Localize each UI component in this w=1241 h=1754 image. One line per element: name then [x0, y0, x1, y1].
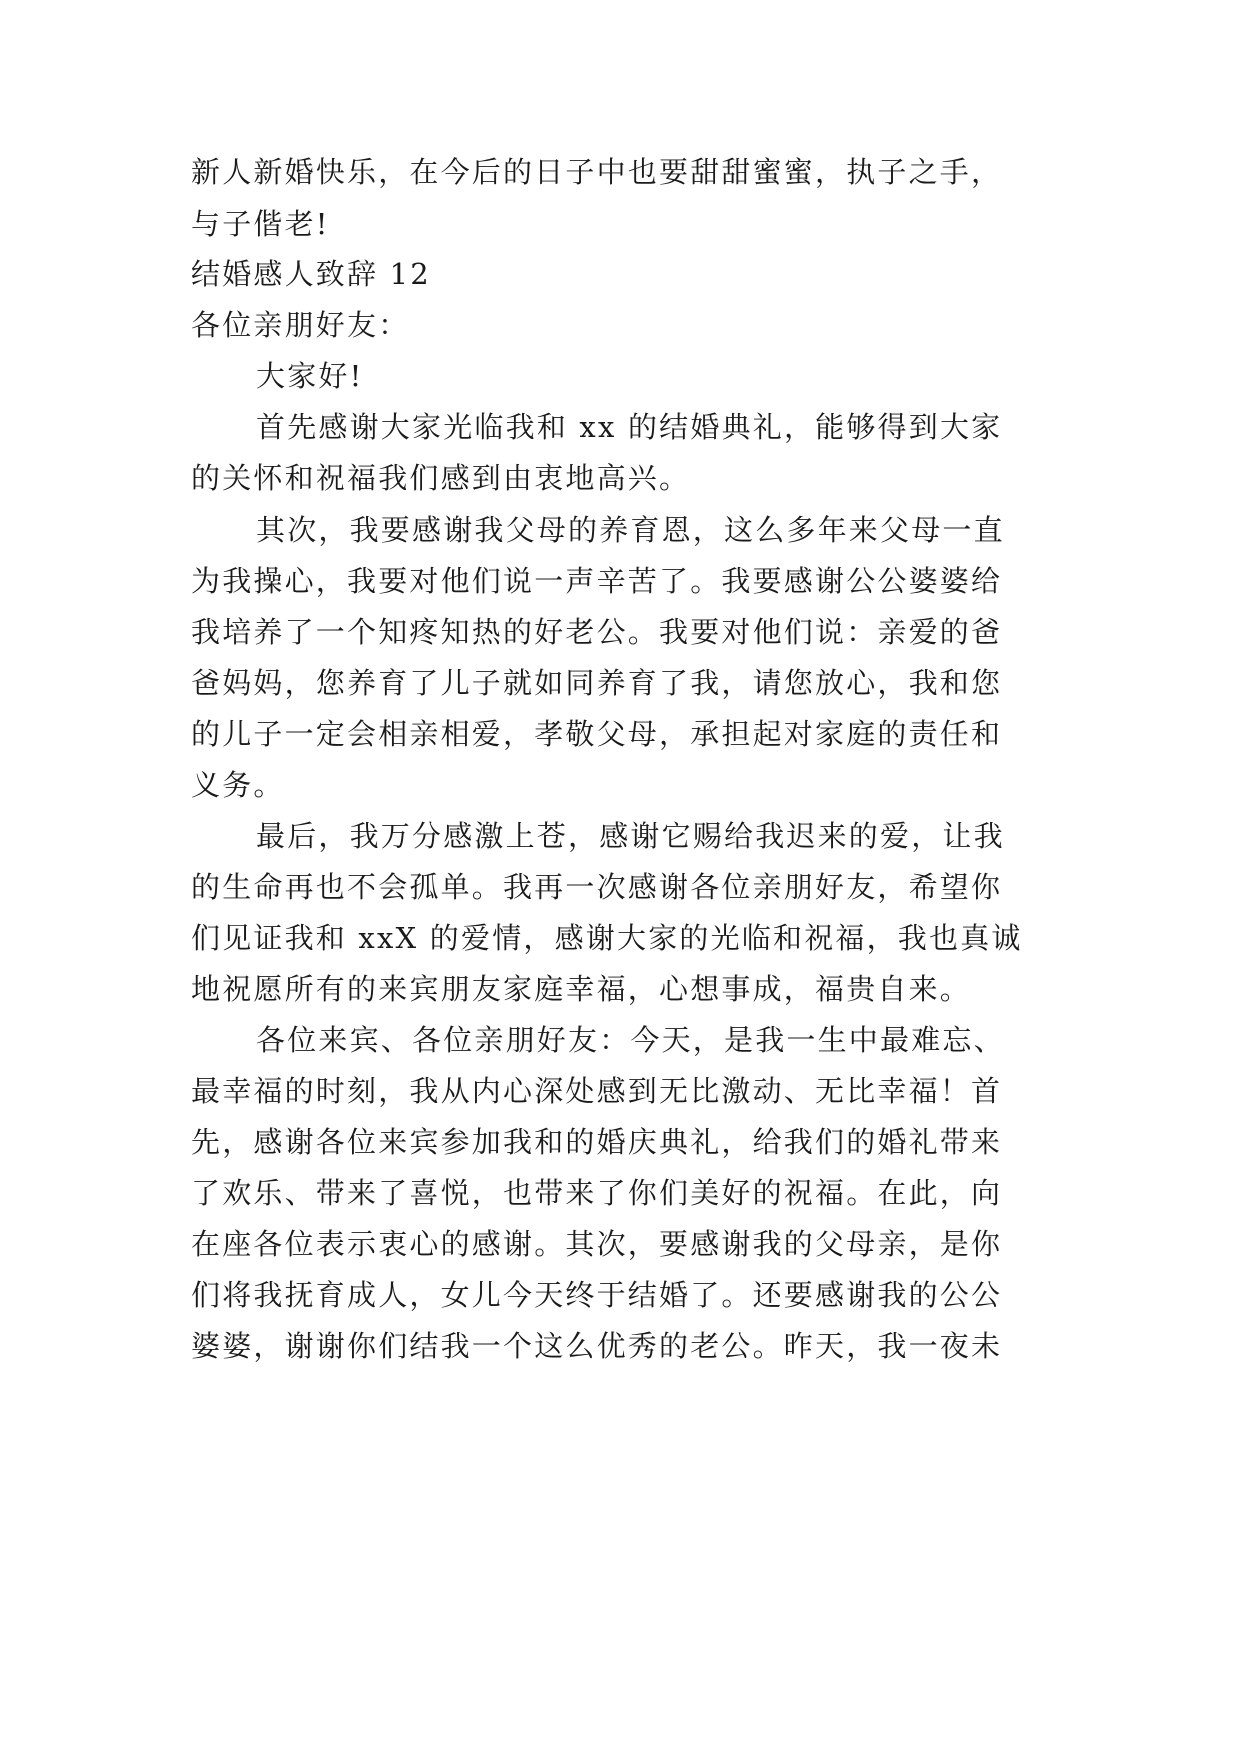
text-line: 婆婆，谢谢你们结我一个这么优秀的老公。昨天，我一夜未 [191, 1329, 1003, 1363]
text-line: 与子偕老! [191, 207, 330, 241]
text-line: 新人新婚快乐，在今后的日子中也要甜甜蜜蜜，执子之手， [191, 155, 1003, 189]
text-line: 最后，我万分感激上苍，感谢它赐给我迟来的爱，让我 [256, 819, 1005, 853]
text-line: 先，感谢各位来宾参加我和的婚庆典礼，给我们的婚礼带来 [191, 1125, 1003, 1159]
text-line: 我培养了一个知疼知热的好老公。我要对他们说：亲爱的爸 [191, 615, 1003, 649]
text-line: 的儿子一定会相亲相爱，孝敬父母，承担起对家庭的责任和 [191, 717, 1003, 751]
text-line: 地祝愿所有的来宾朋友家庭幸福，心想事成，福贵自来。 [191, 972, 972, 1006]
section-heading: 结婚感人致辞 12 [191, 257, 431, 291]
text-line: 的生命再也不会孤单。我再一次感谢各位亲朋好友，希望你 [191, 870, 1003, 904]
text-line: 的关怀和祝福我们感到由衷地高兴。 [191, 461, 691, 495]
text-line: 最幸福的时刻，我从内心深处感到无比激动、无比幸福！首 [191, 1074, 1003, 1108]
text-line: 其次，我要感谢我父母的养育恩，这么多年来父母一直 [256, 513, 1005, 547]
text-line: 各位来宾、各位亲朋好友：今天，是我一生中最难忘、 [256, 1023, 1005, 1057]
text-line: 首先感谢大家光临我和 xx 的结婚典礼，能够得到大家 [256, 410, 1003, 444]
text-line: 了欢乐、带来了喜悦，也带来了你们美好的祝福。在此，向 [191, 1176, 1003, 1210]
greeting: 大家好! [256, 359, 364, 393]
text-line: 义务。 [191, 768, 285, 802]
text-line: 们见证我和 xxX 的爱情，感谢大家的光临和祝福，我也真诚 [191, 921, 1023, 955]
text-line: 爸妈妈，您养育了儿子就如同养育了我，请您放心，我和您 [191, 666, 1003, 700]
salutation: 各位亲朋好友： [191, 308, 410, 342]
text-line: 在座各位表示衷心的感谢。其次，要感谢我的父母亲，是你 [191, 1227, 1003, 1261]
text-line: 们将我抚育成人，女儿今天终于结婚了。还要感谢我的公公 [191, 1278, 1003, 1312]
text-line: 为我操心，我要对他们说一声辛苦了。我要感谢公公婆婆给 [191, 564, 1003, 598]
